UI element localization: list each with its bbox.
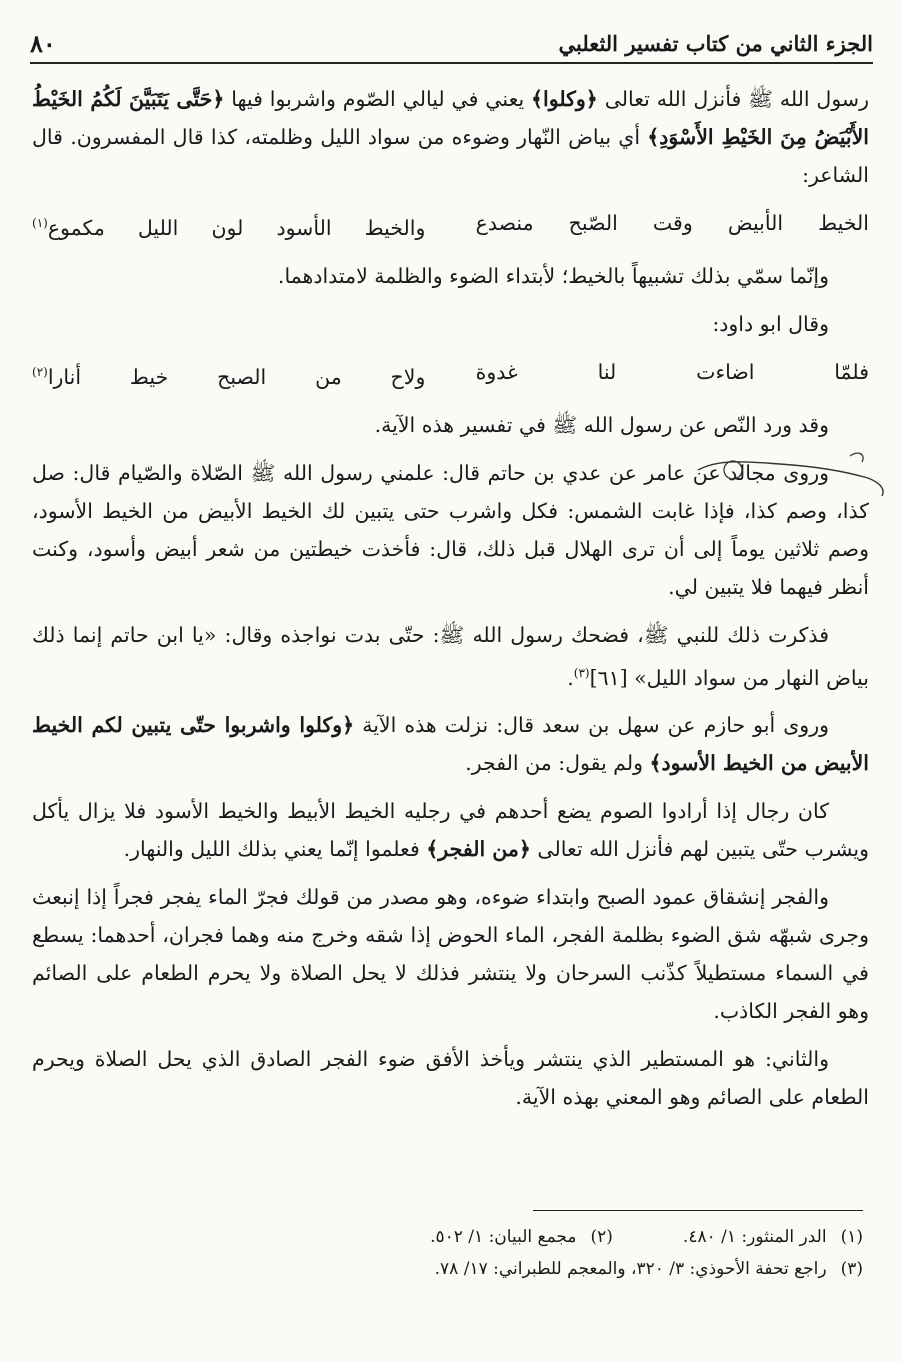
footnote-ref: (٢)	[32, 364, 48, 379]
footnote-ref: (١)	[32, 216, 48, 230]
footnote-number: (٢)	[590, 1227, 613, 1247]
main-text	[32, 80, 869, 1126]
paragraph: والفجر إنشقاق عمود الصبح وابتداء ضوءه، وهو مصدر من قولك فجرّ الماء يفجر فجراً إذا إنبعث وجرى شبهّه شق الضوء بظلمة الفجر، الماء الحوض إذا شقه وخرج منه وهما فجران، أحدهما: يسطع في السماء مستطيلاً كذّنب السرحان ولا ينتشر فذلك لا يحل الصلاة ولا يحرم الطعام على الصائم وهو الفجر الكاذب.	[32, 885, 869, 1024]
verse-second-hemistich	[32, 353, 425, 396]
verse-second-hemistich	[32, 204, 425, 247]
footnote-ref: (٣)	[573, 665, 590, 680]
text-span: أي بياض النّهار وضوءه من سواد الليل وظلمته، كذا قال المفسرون. قال الشاعر:	[32, 125, 869, 187]
text-span: ولم يقول: من الفجر.	[465, 751, 650, 776]
running-title: الجزء الثاني من كتاب تفسير الثعلبي	[558, 31, 873, 56]
quran-quote: ﴿من الفجر﴾	[426, 837, 531, 862]
verse-text: والخيط الأسود لون الليل مكموع	[47, 215, 426, 240]
paragraph	[32, 792, 869, 868]
poem-verse	[32, 353, 869, 396]
paragraph	[32, 706, 869, 782]
text-span: كان رجال إذا أرادوا الصوم يضع أحدهم في رجليه الخيط الأبيط والخيط الأسود فلا يزال يأكل ويشرب حتّى يتبين لهم فأنزل الله تعالى	[32, 799, 869, 862]
text-span: رسول الله ﷺ فأنزل الله تعالى	[597, 87, 869, 111]
text-span: يعني في ليالي الصّوم واشربوا فيها	[224, 87, 532, 111]
footnote-text: مجمع البيان: ١/ ٥٠٢.	[430, 1227, 577, 1247]
text-span: فعلموا إنّما يعني بذلك الليل والنهار.	[123, 837, 427, 862]
footnote-divider	[533, 1210, 863, 1211]
paragraph	[32, 80, 869, 194]
page-number: ٨٠	[30, 29, 56, 58]
text-span: وروى أبو حازم عن سهل بن سعد قال: نزلت هذه الآية	[354, 713, 829, 738]
verse-first-hemistich: الخيط الأبيض وقت الصّبح منصدع	[475, 211, 869, 235]
paragraph: والثاني: هو المستطير الذي ينتشر ويأخذ الأفق ضوء الفجر الصادق الذي يحل الصلاة ويحرم الطعام على الصائم وهو المعني بهذه الآية.	[32, 1047, 869, 1110]
verse-text: ولاح من الصبح خيط أنارا	[47, 364, 426, 389]
paragraph: وقال ابو داود:	[712, 311, 829, 336]
footnote-number: (١)	[840, 1227, 863, 1247]
page-header	[30, 18, 873, 64]
quran-quote: ﴿حَتَّى يَتَبَيَّنَ لَكُمُ الخَيْطُ الأَبْيَضُ مِنَ الخَيْطِ الأَسْوَدِ﴾	[32, 87, 869, 149]
footnote-number: (٣)	[840, 1259, 863, 1279]
paragraph: وقد ورد النّص عن رسول الله ﷺ في تفسير هذه الآية.	[374, 412, 829, 437]
footnote-text: الدر المنثور: ١/ ٤٨٠.	[682, 1227, 827, 1247]
footnote-row	[32, 1253, 863, 1285]
footnote-row	[32, 1221, 863, 1253]
footnote-text: راجع تحفة الأحوذي: ٣/ ٣٢٠، والمعجم للطبراني: ١٧/ ٧٨.	[434, 1259, 827, 1279]
text-span: فذكرت ذلك للنبي ﷺ، فضحك رسول الله ﷺ: حتّى بدت نواجذه وقال: «يا ابن حاتم إنما ذلك بياض النهار من سواد الليل» [٦١]	[32, 622, 869, 690]
quran-quote: ﴿وكلوا واشربوا حتّى يتبين لكم الخيط الأبيض من الخيط الأسود﴾	[32, 713, 869, 776]
footnote-2	[430, 1221, 613, 1253]
paragraph: وإنّما سمّي بذلك تشبيهاً بالخيط؛ لأبتداء الضوء والظلمة لامتدادهما.	[277, 263, 829, 288]
footnote-3	[435, 1253, 863, 1285]
paragraph: فذكرت ذلك للنبي ﷺ، فضحك رسول الله ﷺ: حتّى بدت نواجذه وقال: «يا ابن حاتم إنما ذلك بياض النهار من سواد الليل» [٦١]$^{(٣)}$.	[32, 622, 869, 690]
footnotes	[32, 1210, 863, 1285]
quran-quote: ﴿وكلوا﴾	[531, 87, 598, 111]
poem-verse	[32, 204, 869, 247]
footnote-1	[683, 1221, 863, 1253]
paragraph: وروى مجالد عن عامر عن عدي بن حاتم قال: علمني رسول الله ﷺ الصّلاة والصّيام قال: صل كذا، وصم كذا، فإذا غابت الشمس: فكل واشرب حتى يتبين لك الخيط الأبيض من الخيط الأسود، وصم ثلاثين يوماً إلى أن ترى الهلال قبل ذلك، قال: فأخذت خيطتين من شعر أبيض وأسود، وكنت أنظر فيهما فلا يتبين لي.	[32, 460, 869, 599]
verse-first-hemistich: فلمّا اضاءت لنا غدوة	[475, 359, 869, 384]
